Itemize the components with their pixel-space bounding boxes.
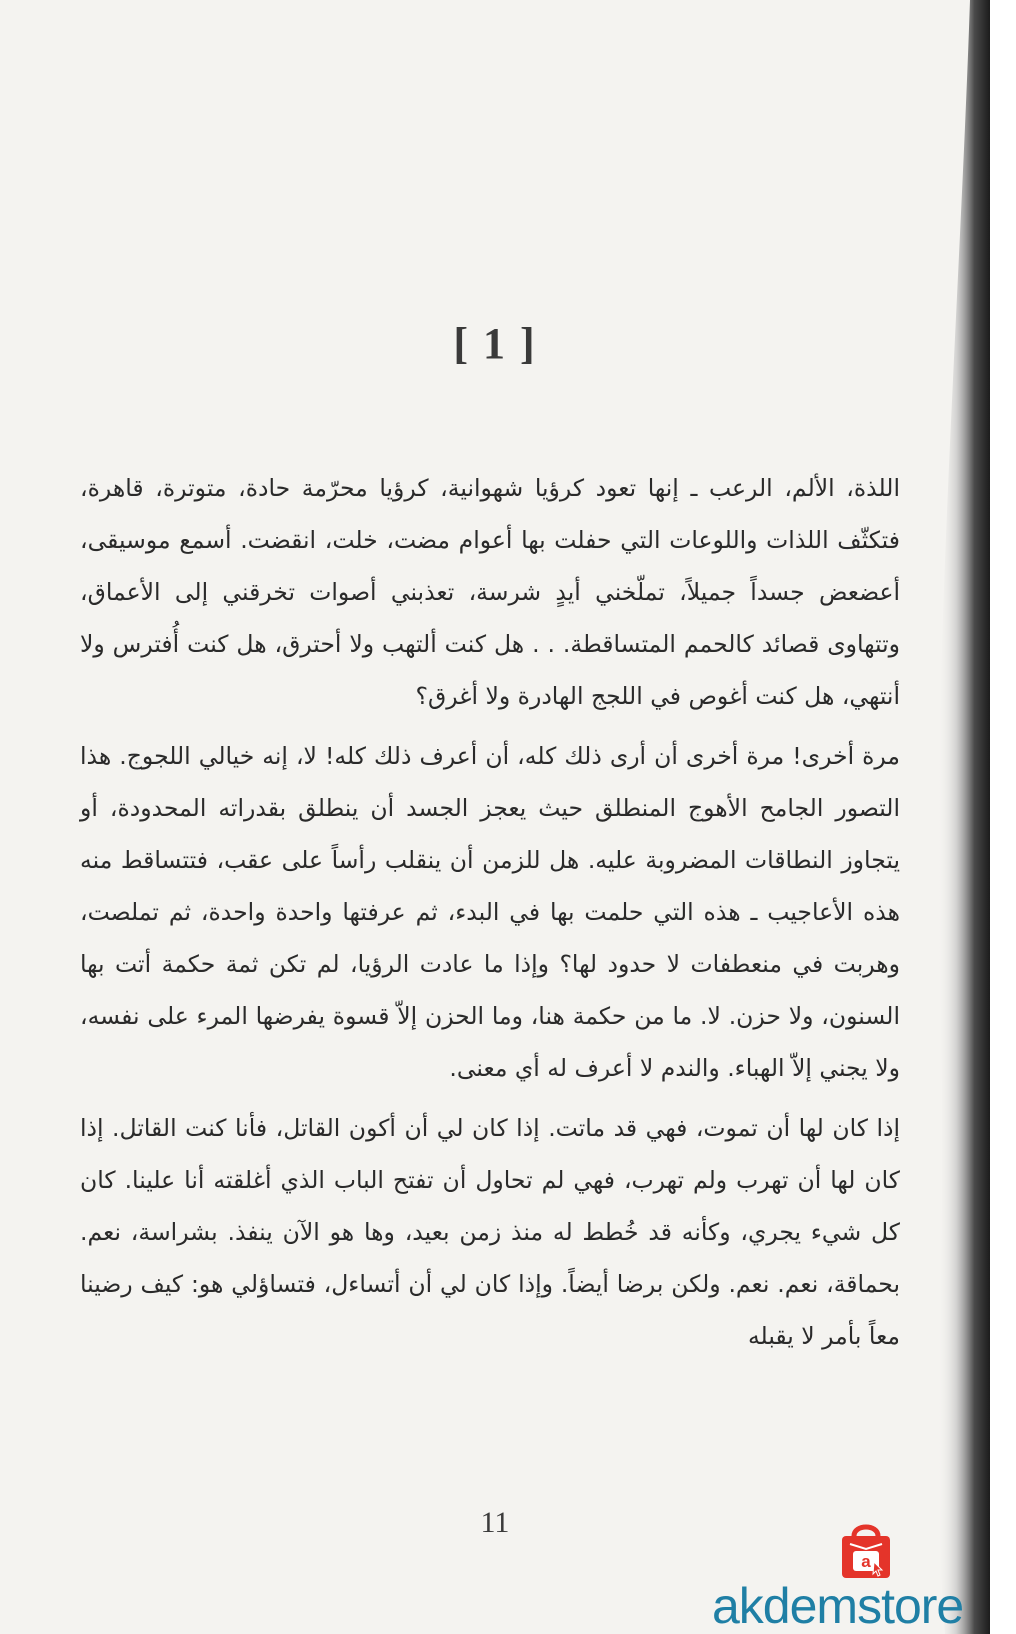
bag-letter: a bbox=[861, 1552, 871, 1571]
paragraph-2: مرة أخرى! مرة أخرى أن أرى ذلك كله، أن أعرف ذلك كله! لا، إنه خيالي اللجوج. هذا التصور الجامح الأهوج المنطلق حيث يعجز الجسد أن ينطلق بقدراته المحدودة، أو يتجاوز النطاقات المضروبة عليه. هل للزمن أن ينقلب رأساً على عقب، فتتساقط منه هذه الأعاجيب ـ هذه التي حلمت بها في البدء، ثم عرفتها واحدة واحدة، ثم تملصت، وهربت في منعطفات لا حدود لها؟ وإذا ما عادت الرؤيا، لم تكن ثمة حكمة أتت بها السنون، ولا حزن. لا. ما من حكمة هنا، وما الحزن إلاّ قسوة يفرضها المرء على نفسه، ولا يجني إلاّ الهباء. والندم لا أعرف له أي معنى. bbox=[80, 742, 900, 1082]
chapter-marker: [ 1 ] bbox=[453, 319, 537, 368]
paragraph-1: اللذة، الألم، الرعب ـ إنها تعود كرؤيا شهوانية، كرؤيا محرّمة حادة، متوترة، قاهرة، فتكثّف اللذات واللوعات التي حفلت بها أعوام مضت، خلت، انقضت. أسمع موسيقى، أعضعض جسداً جميلاً، تملّخني أيدٍ شرسة، تعذبني أصوات تخرقني إلى الأعماق، وتتهاوى قصائد كالحمم المتساقطة. . . هل كنت ألتهب ولا أحترق، هل كنت أُفترس ولا أنتهي، هل كنت أغوص في اللجج الهادرة ولا أغرق؟ bbox=[80, 474, 900, 710]
shopping-bag-icon bbox=[836, 1518, 896, 1580]
paragraph-3: إذا كان لها أن تموت، فهي قد ماتت. إذا كان لي أن أكون القاتل، فأنا كنت القاتل. إذا كان لها أن تهرب ولم تهرب، فهي لم تحاول أن تفتح الباب الذي أغلقته أنا علينا. كان كل شيء يجري، وكأنه قد خُطط له منذ زمن بعيد، وها هو الآن ينفذ. بشراسة، نعم. بحماقة، نعم. نعم. ولكن برضا أيضاً. وإذا كان لي أن أتساءل، فتساؤلي هو: كيف رضينا معاً بأمر لا يقبله bbox=[80, 1114, 900, 1350]
store-logo-wordmark: akdemstore bbox=[712, 1578, 964, 1634]
page-number: 11 bbox=[480, 1506, 510, 1539]
body-text bbox=[80, 462, 900, 1370]
